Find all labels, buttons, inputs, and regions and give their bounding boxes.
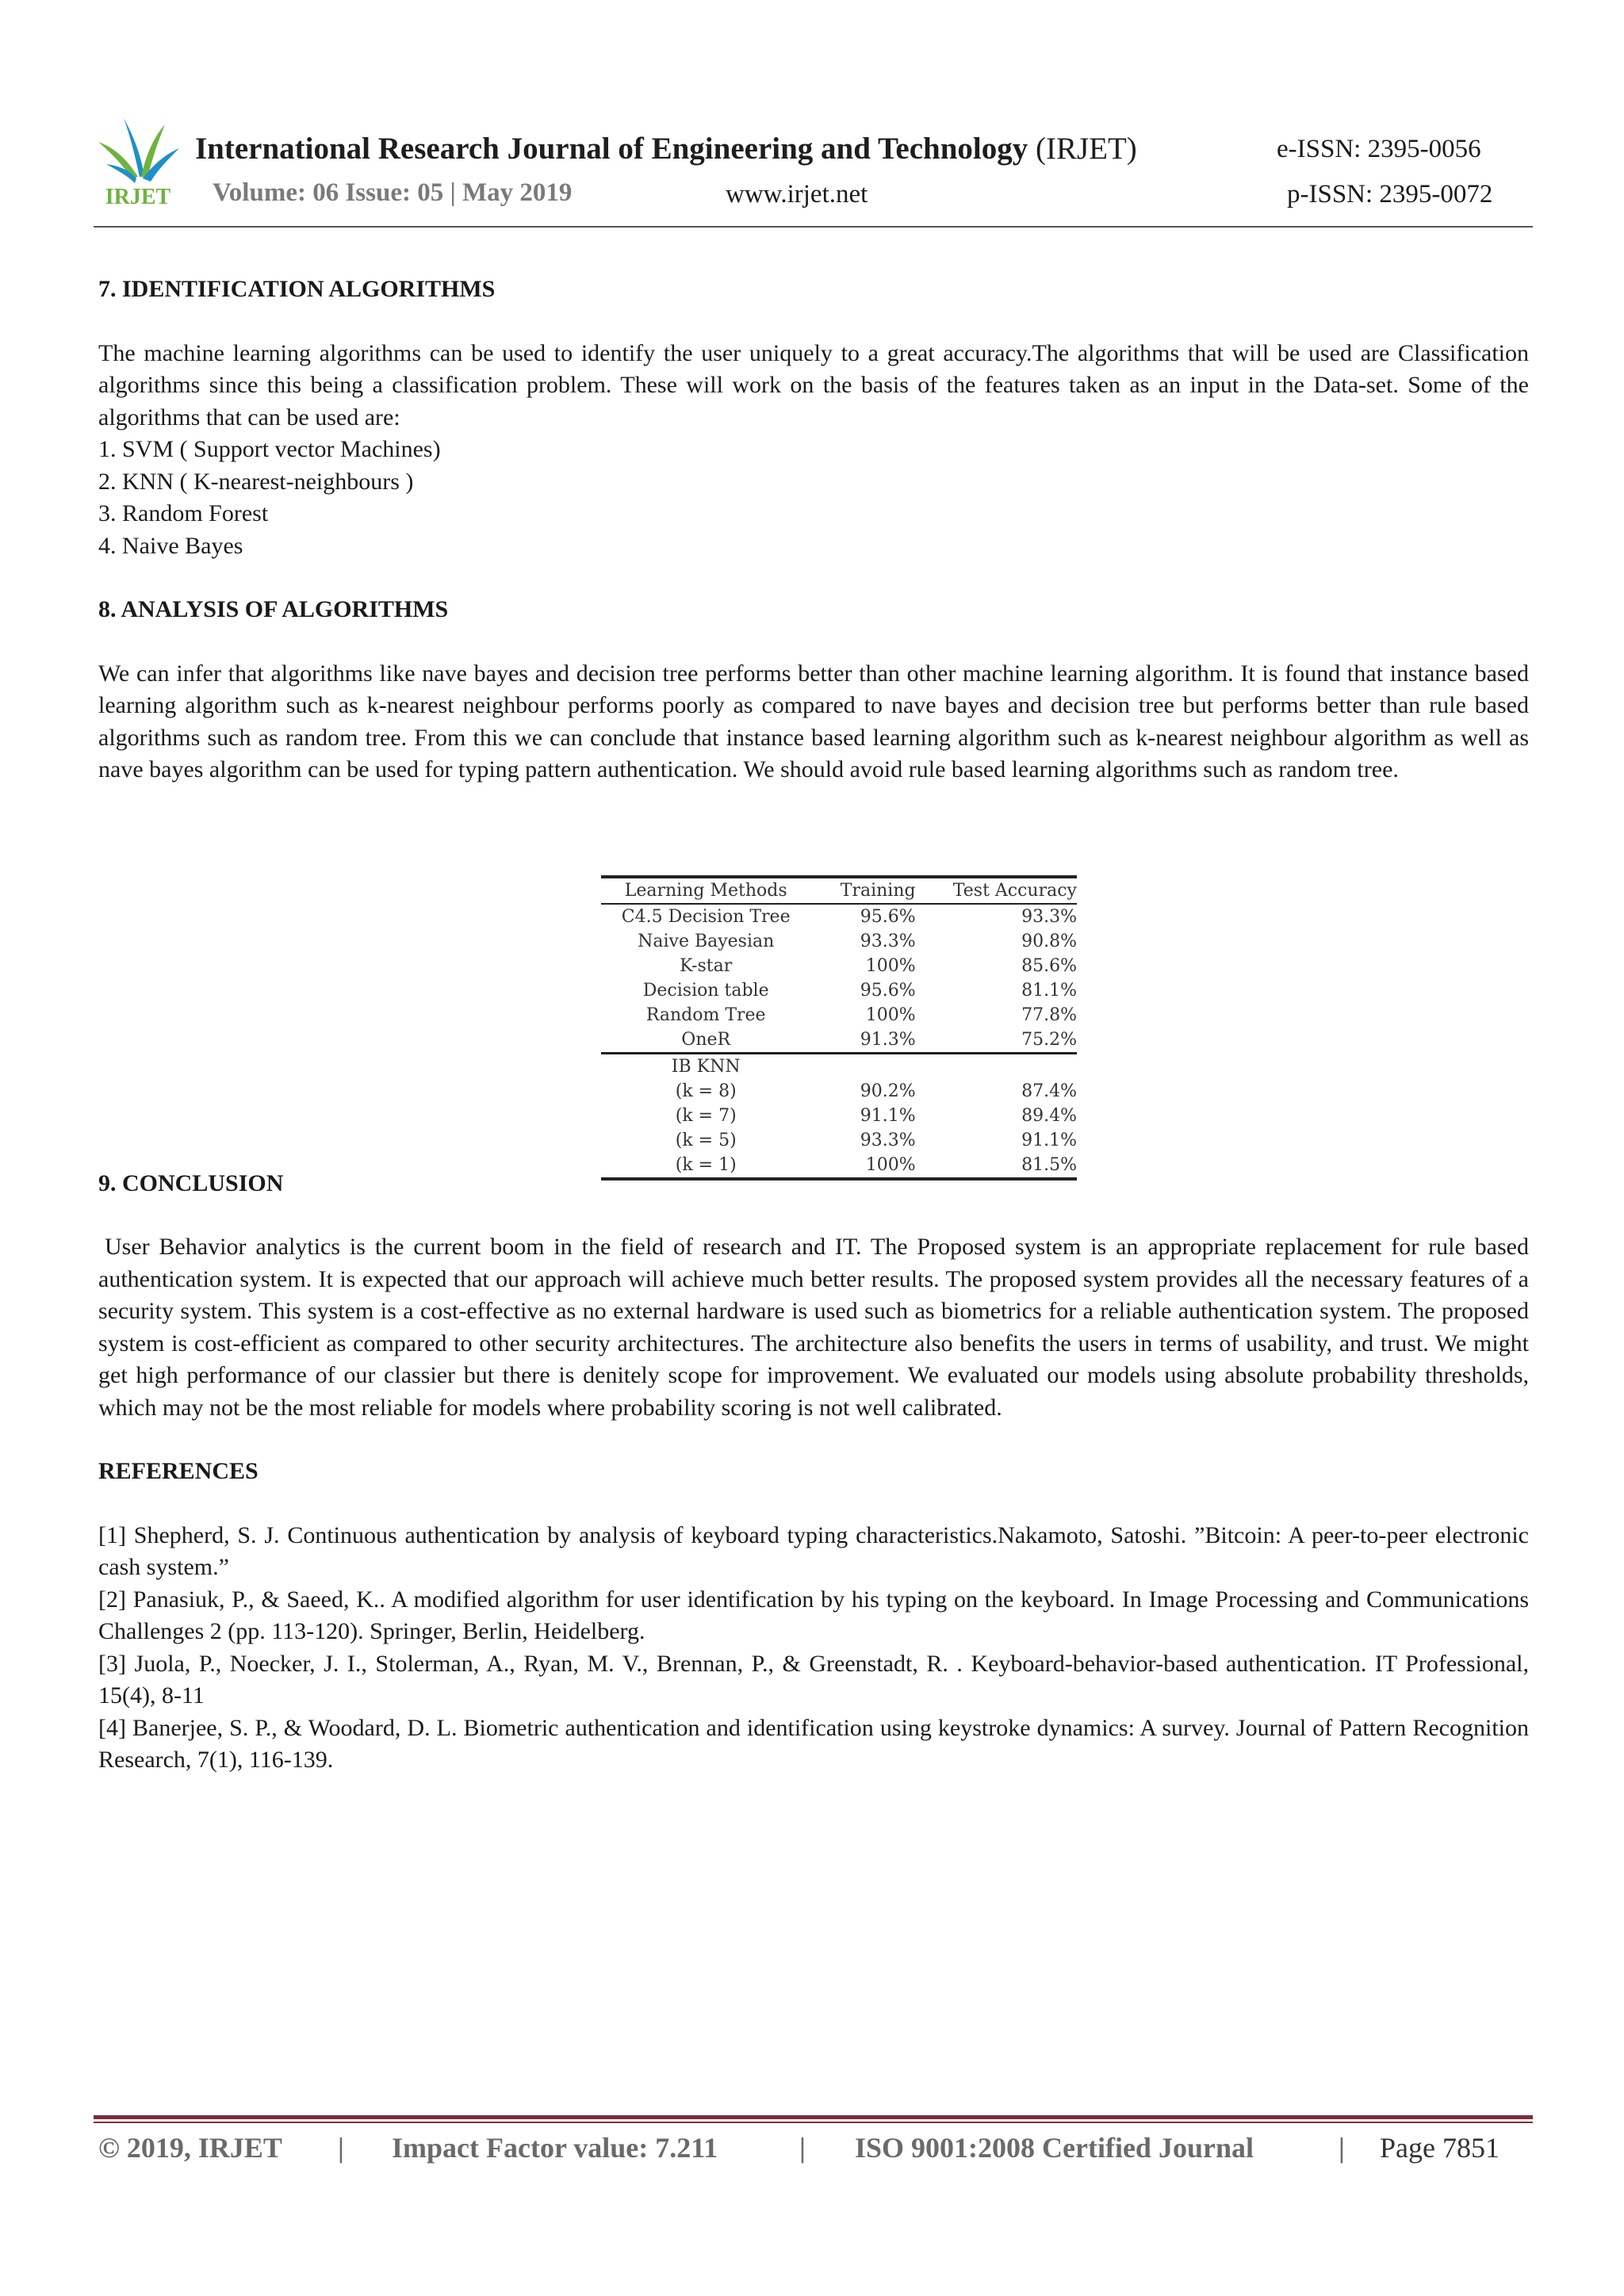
reference-item: [2] Panasiuk, P., & Saeed, K.. A modified algorithm for user identification by his typing on the keyboard. In Image Processing and Communications Challenges 2 (pp. 113-120). Springer, Berlin, Heidelberg.	[98, 1586, 1529, 1644]
method-cell: (k = 8)	[675, 1081, 737, 1101]
logo-text: IRJET	[105, 185, 171, 209]
journal-abbr: (IRJET)	[1035, 132, 1137, 166]
accuracy-cell: 77.8%	[1021, 1005, 1077, 1025]
accuracy-cell: 89.4%	[1021, 1106, 1077, 1126]
training-cell: 91.3%	[860, 1030, 916, 1050]
list-item: 3. Random Forest	[98, 500, 269, 526]
pissn: p-ISSN: 2395-0072	[1287, 180, 1493, 209]
method-cell: C4.5 Decision Tree	[621, 907, 791, 927]
table-row	[601, 904, 1077, 929]
footer-iso: ISO 9001:2008 Certified Journal	[855, 2132, 1254, 2164]
footer-separator: |	[799, 2132, 806, 2164]
accuracy-cell: 81.5%	[916, 1153, 1077, 1179]
section-title-analysis: 8. ANALYSIS OF ALGORITHMS	[98, 596, 449, 622]
accuracy-cell: 85.6%	[1021, 956, 1077, 976]
table-row	[601, 978, 1077, 1003]
method-cell: Naive Bayesian	[638, 932, 775, 951]
header-training: Training	[840, 881, 916, 901]
accuracy-cell: 75.2%	[1021, 1030, 1077, 1050]
header-test-accuracy: Test Accuracy	[952, 881, 1077, 901]
section-title-references: REFERENCES	[98, 1458, 259, 1484]
volume-issue: Volume: 06 Issue: 05 | May 2019	[213, 178, 573, 207]
eissn: e-ISSN: 2395-0056	[1277, 135, 1481, 163]
header-rule	[94, 226, 1533, 228]
method-cell: (k = 1)	[601, 1153, 810, 1179]
training-cell: 100%	[865, 1005, 916, 1025]
accuracy-cell: 87.4%	[1021, 1081, 1077, 1101]
method-cell: K-star	[680, 956, 733, 976]
irjet-logo	[95, 115, 181, 210]
list-item: 1. SVM ( Support vector Machines)	[98, 436, 441, 462]
training-cell: 93.3%	[860, 1131, 916, 1150]
page-footer	[98, 2131, 1529, 2171]
footer-page-number: Page 7851	[1380, 2132, 1500, 2164]
table-header-row	[601, 877, 1077, 904]
method-cell: OneR	[681, 1030, 731, 1050]
footer-rule	[94, 2115, 1533, 2119]
footer-separator: |	[1339, 2132, 1345, 2164]
section-title-identification: 7. IDENTIFICATION ALGORITHMS	[98, 276, 496, 302]
training-cell: 95.6%	[860, 981, 916, 1001]
results-table	[601, 875, 1077, 1181]
header-learning-methods: Learning Methods	[624, 881, 787, 901]
accuracy-cell: 93.3%	[1021, 907, 1077, 927]
method-cell: Random Tree	[645, 1005, 766, 1025]
table-row	[601, 1079, 1077, 1104]
training-cell: 100%	[865, 956, 916, 976]
method-cell: (k = 7)	[675, 1106, 737, 1126]
accuracy-cell: 81.1%	[1021, 981, 1077, 1001]
method-cell: (k = 5)	[675, 1131, 737, 1150]
accuracy-cell: 91.1%	[1021, 1131, 1077, 1150]
training-cell: 90.2%	[860, 1081, 916, 1101]
table-row	[601, 1104, 1077, 1128]
training-cell: 91.1%	[860, 1106, 916, 1126]
journal-name: International Research Journal of Engineering and Technology	[195, 132, 1028, 166]
training-cell: 95.6%	[860, 907, 916, 927]
footer-separator: |	[338, 2132, 344, 2164]
reference-item: [3] Juola, P., Noecker, J. I., Stolerman, A., Ryan, M. V., Brennan, P., & Greenstadt, R. . Keyboard-behavior-based authentication. IT Professional, 15(4), 8-11	[98, 1650, 1529, 1709]
list-item: 2. KNN ( K-nearest-neighbours )	[98, 468, 414, 495]
method-cell: Decision table	[642, 981, 769, 1001]
table-row	[601, 929, 1077, 954]
table-row	[601, 954, 1077, 978]
table-group-row	[601, 1054, 1077, 1080]
conclusion-body: User Behavior analytics is the current boom in the field of research and IT. The Proposed system is an appropriate replacement for rule based authentication system. It is expected that our approach will achieve much better results. The proposed system provides all the necessary features of a security system. This system is a cost-effective as no external hardware is used such as biometrics for a reliable authentication system. The proposed system is cost-efficient as compared to other security architectures. The architecture also benefits the users in terms of usability, and trust. We might get high performance of our classier but there is denitely scope for improvement. We evaluated our models using absolute probability thresholds, which may not be the most reliable for models where probability scoring is not well calibrated.	[98, 1234, 1529, 1421]
reference-item: [1] Shepherd, S. J. Continuous authentication by analysis of keyboard typing characteristics.Nakamoto, Satoshi. ”Bitcoin: A peer-to-peer electronic cash system.”	[98, 1521, 1529, 1580]
analysis-body: We can infer that algorithms like nave bayes and decision tree performs better than other machine learning algorithm. It is found that instance based learning algorithm such as k-nearest neighbour performs poorly as compared to nave bayes and decision tree but performs better than rule based algorithms such as random tree. From this we can conclude that instance based learning algorithm such as k-nearest neighbour algorithm as well as nave bayes algorithm can be used for typing pattern authentication. We should avoid rule based learning algorithms such as random tree.	[98, 660, 1529, 783]
results-table-container	[601, 875, 1077, 1181]
table-row	[601, 1128, 1077, 1153]
list-item: 4. Naive Bayes	[98, 532, 243, 559]
table-row	[601, 1027, 1077, 1054]
footer-impact-factor: Impact Factor value: 7.211	[392, 2132, 718, 2164]
accuracy-cell: 90.8%	[1021, 932, 1077, 951]
table-row	[601, 1003, 1077, 1027]
group-label-cell: IB KNN	[601, 1054, 810, 1080]
identification-intro: The machine learning algorithms can be used to identify the user uniquely to a great accuracy.The algorithms that will be used are Classification algorithms since this being a classification problem. These will work on the basis of the features taken as an input in the Data-set. Some of the algorithms that can be used are:	[98, 339, 1529, 430]
training-cell: 93.3%	[860, 932, 916, 951]
footer-copyright: © 2019, IRJET	[98, 2132, 282, 2164]
section-title-conclusion: 9. CONCLUSION	[98, 1169, 284, 1196]
training-cell: 100%	[810, 1153, 915, 1179]
journal-title	[195, 131, 1137, 166]
table-row	[601, 1153, 1077, 1179]
page-header	[95, 115, 1534, 226]
footer-rule-thin	[94, 2122, 1533, 2123]
reference-item: [4] Banerjee, S. P., & Woodard, D. L. Biometric authentication and identification using keystroke dynamics: A survey. Journal of Pattern Recognition Research, 7(1), 116-139.	[98, 1714, 1529, 1773]
website-link[interactable]: www.irjet.net	[726, 180, 868, 209]
